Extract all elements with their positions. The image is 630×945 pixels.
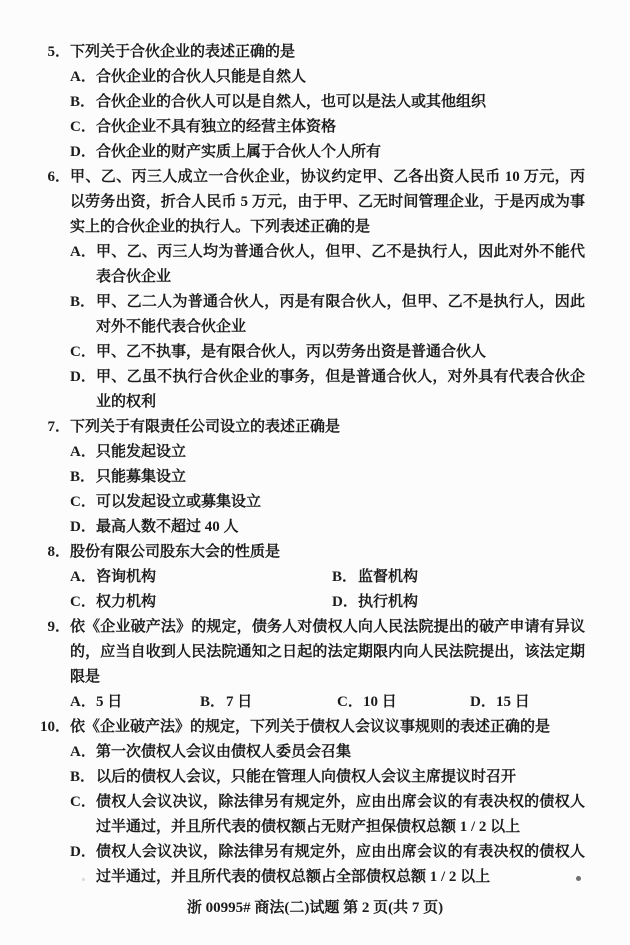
option-label: C．	[70, 794, 96, 810]
option-label: C．	[70, 594, 96, 610]
option-text: 甲、乙不执事，是有限合伙人，丙以劳务出资是普通合伙人	[96, 344, 487, 360]
option-row	[70, 65, 585, 90]
option-text: 监督机构	[358, 569, 419, 585]
question-number: 9．	[47, 619, 70, 635]
options-list	[70, 240, 585, 415]
question-number: 10．	[40, 719, 71, 735]
question-row	[40, 540, 585, 565]
option-label: A．	[70, 694, 96, 710]
question-10	[40, 715, 585, 890]
option-text: 合伙企业的合伙人可以是自然人，也可以是法人或其他组织	[96, 94, 487, 110]
option-label: C．	[70, 344, 96, 360]
option-row	[70, 490, 585, 515]
option-label: C．	[70, 494, 96, 510]
option-label: D．	[332, 594, 358, 610]
option-text: 合伙企业的财产实质上属于合伙人个人所有	[96, 144, 382, 160]
option-text: 5 日	[96, 694, 123, 710]
option-label: D．	[70, 369, 96, 385]
question-row	[40, 415, 585, 440]
option-text: 最高人数不超过 40 人	[96, 519, 239, 535]
option-row	[70, 690, 200, 715]
page-footer: 浙 00995# 商法(二)试题 第 2 页(共 7 页)	[186, 900, 444, 916]
question-stem: 下列关于有限责任公司设立的表述正确是	[70, 419, 341, 435]
option-row	[70, 465, 585, 490]
option-text: 15 日	[496, 694, 530, 710]
option-label: A．	[70, 69, 96, 85]
option-text: 执行机构	[358, 594, 419, 610]
option-text: 7 日	[226, 694, 253, 710]
option-label: A．	[70, 744, 96, 760]
question-6	[40, 165, 585, 415]
question-8	[40, 540, 585, 615]
question-number: 5．	[47, 44, 70, 60]
option-text: 甲、乙虽不执行合伙企业的事务，但是普通合伙人，对外具有代表合伙企业的权利	[96, 369, 585, 410]
option-row	[332, 590, 585, 615]
option-row	[70, 740, 585, 765]
option-row	[70, 290, 585, 340]
option-row	[70, 440, 585, 465]
option-text: 权力机构	[96, 594, 157, 610]
option-row	[70, 590, 332, 615]
question-row	[40, 715, 585, 740]
option-text: 只能募集设立	[96, 469, 187, 485]
option-text: 债权人会议决议，除法律另有规定外，应由出席会议的有表决权的债权人过半通过，并且所代表的债权总额占全部债权总额 1 / 2 以上	[96, 844, 585, 885]
option-row	[70, 565, 332, 590]
option-text: 只能发起设立	[96, 444, 187, 460]
option-text: 合伙企业不具有独立的经营主体资格	[96, 119, 337, 135]
option-row	[70, 140, 585, 165]
option-row	[200, 690, 337, 715]
option-row	[70, 515, 585, 540]
options-list	[70, 740, 585, 890]
question-7	[40, 415, 585, 540]
option-text: 甲、乙二人为普通合伙人，丙是有限合伙人，但甲、乙不是执行人，因此对外不能代表合伙企业	[96, 294, 585, 335]
question-row	[40, 40, 585, 65]
option-label: B．	[70, 294, 96, 310]
question-stem: 依《企业破产法》的规定，下列关于债权人会议议事规则的表述正确的是	[70, 719, 551, 735]
option-text: 可以发起设立或募集设立	[96, 494, 262, 510]
question-stem: 下列关于合伙企业的表述正确的是	[70, 44, 296, 60]
options-grid-4col	[70, 690, 585, 715]
question-row	[40, 165, 585, 240]
option-text: 以后的债权人会议，只能在管理人向债权人会议主席提议时召开	[96, 769, 517, 785]
option-row	[70, 240, 585, 290]
question-5	[40, 40, 585, 165]
option-label: C．	[70, 119, 96, 135]
question-row	[40, 615, 585, 690]
option-label: A．	[70, 569, 96, 585]
option-label: C．	[337, 694, 363, 710]
option-row	[332, 565, 585, 590]
options-list	[70, 440, 585, 540]
option-row	[70, 790, 585, 840]
option-label: A．	[70, 444, 96, 460]
option-label: D．	[470, 694, 496, 710]
option-text: 咨询机构	[96, 569, 157, 585]
option-label: D．	[70, 844, 96, 860]
option-text: 10 日	[363, 694, 397, 710]
option-row	[70, 365, 585, 415]
option-text: 合伙企业的合伙人只能是自然人	[96, 69, 307, 85]
exam-content	[40, 40, 585, 890]
option-label: B．	[200, 694, 226, 710]
question-9	[40, 615, 585, 715]
question-number: 7．	[47, 419, 70, 435]
option-row	[337, 690, 470, 715]
options-grid-2col	[70, 565, 585, 615]
option-label: B．	[70, 94, 96, 110]
question-number: 6．	[47, 169, 70, 185]
option-text: 债权人会议决议，除法律另有规定外，应由出席会议的有表决权的债权人过半通过，并且所代表的债权额占无财产担保债权总额 1 / 2 以上	[96, 794, 585, 835]
option-row	[70, 90, 585, 115]
option-row	[70, 340, 585, 365]
option-row	[70, 115, 585, 140]
option-text: 第一次债权人会议由债权人委员会召集	[96, 744, 352, 760]
option-label: B．	[332, 569, 358, 585]
option-label: B．	[70, 769, 96, 785]
option-row	[70, 840, 585, 890]
option-label: D．	[70, 519, 96, 535]
option-label: A．	[70, 244, 96, 260]
option-label: B．	[70, 469, 96, 485]
question-stem: 依《企业破产法》的规定，债务人对债权人向人民法院提出的破产申请有异议的，应当自收到人民法院通知之日起的法定期限内向人民法院提出，该法定期限是	[70, 619, 585, 685]
question-stem: 甲、乙、丙三人成立一合伙企业，协议约定甲、乙各出资人民币 10 万元，丙以劳务出资，折合人民币 5 万元，由于甲、乙无时间管理企业，于是丙成为事实上的合伙企业的执行人。下列表述正确的是	[70, 169, 585, 235]
question-stem: 股份有限公司股东大会的性质是	[70, 544, 281, 560]
scan-speck	[82, 878, 85, 881]
option-row	[470, 690, 585, 715]
scan-speck	[576, 876, 581, 881]
option-row	[70, 765, 585, 790]
options-list	[70, 65, 585, 165]
question-number: 8．	[47, 544, 70, 560]
option-label: D．	[70, 144, 96, 160]
option-text: 甲、乙、丙三人均为普通合伙人，但甲、乙不是执行人，因此对外不能代表合伙企业	[96, 244, 585, 285]
